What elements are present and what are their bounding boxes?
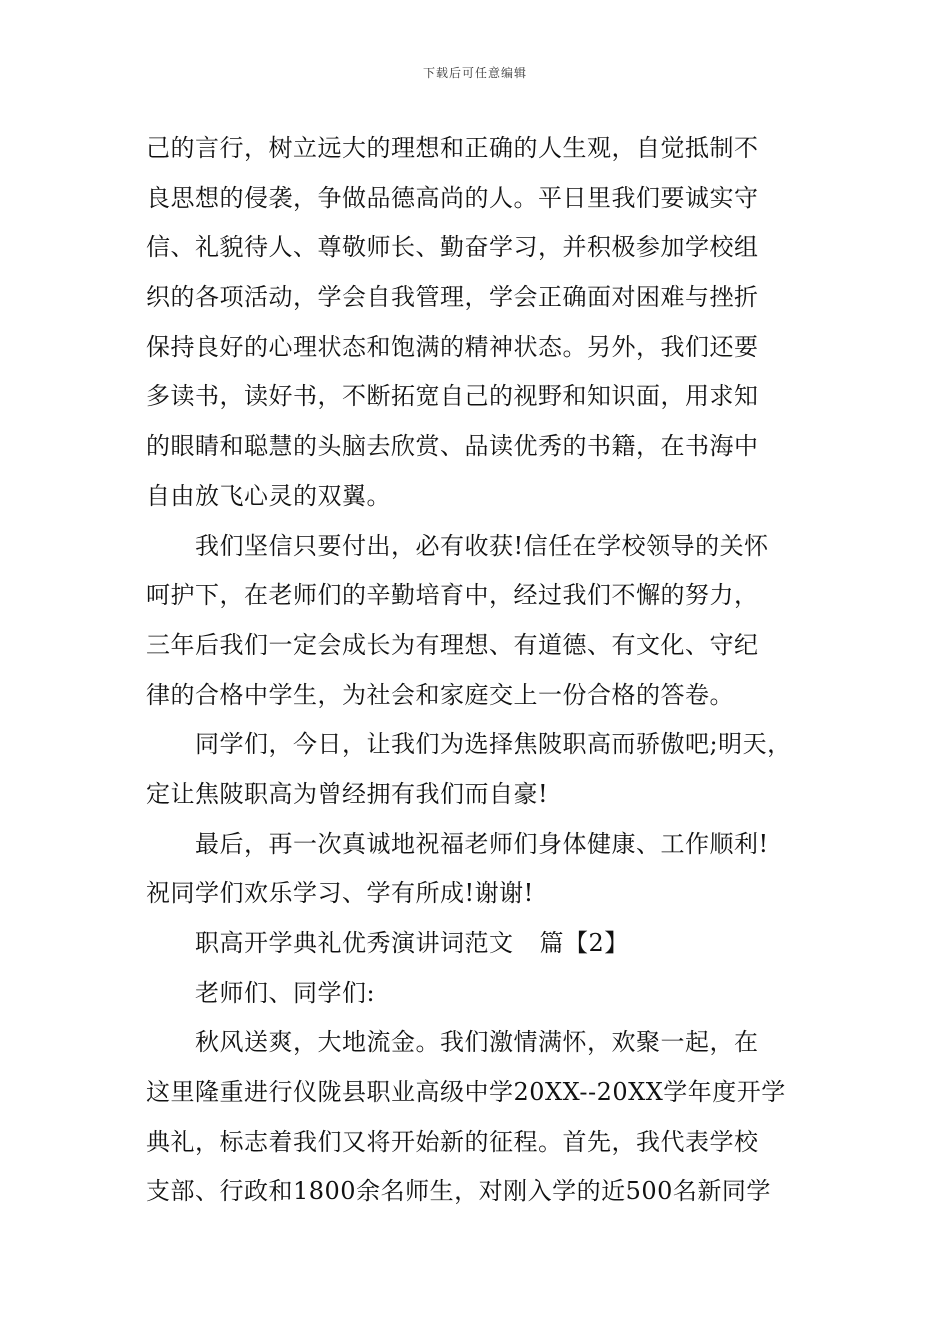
text-line: 己的言行，树立远大的理想和正确的人生观，自觉抵制不 (146, 134, 759, 162)
text-line: 定让焦陂职高为曾经拥有我们而自豪! (146, 779, 549, 808)
text-line: 三年后我们一定会成长为有理想、有道德、有文化、守纪 (146, 630, 759, 659)
text-line: 良思想的侵袭，争做品德高尚的人。平日里我们要诚实守 (146, 183, 759, 212)
text-line: 律的合格中学生，为社会和家庭交上一份合格的答卷。 (146, 680, 734, 709)
text-line: 这里隆重进行仪陇县职业高级中学20XX--20XX学年度开学 (146, 1078, 786, 1107)
text-line: 秋风送爽，大地流金。我们激情满怀，欢聚一起，在 (195, 1028, 759, 1057)
text-line: 自由放飞心灵的双翼。 (146, 481, 391, 510)
text-line: 典礼，标志着我们又将开始新的征程。首先，我代表学校 (146, 1127, 759, 1156)
section-number: 篇【2】 (539, 929, 629, 957)
text-line: 支部、行政和1800余名师生，对刚入学的近500名新同学 (146, 1177, 771, 1206)
salutation: 老师们、同学们: (195, 978, 376, 1007)
text-line: 多读书，读好书，不断拓宽自己的视野和知识面，用求知 (146, 382, 759, 411)
text-line: 织的各项活动，学会自我管理，学会正确面对困难与挫折 (146, 283, 759, 312)
text-line: 最后，再一次真诚地祝福老师们身体健康、工作顺利! (195, 829, 769, 858)
section-title: 职高开学典礼优秀演讲词范文 (195, 929, 514, 957)
text-line: 保持良好的心理状态和饱满的精神状态。另外，我们还要 (146, 332, 759, 361)
document-body (146, 124, 826, 1217)
section-title-line (146, 919, 826, 969)
text-line: 信、礼貌待人、尊敬师长、勤奋学习，并积极参加学校组 (146, 233, 759, 262)
header-note: 下载后可任意编辑 (422, 66, 527, 80)
text-line: 的眼睛和聪慧的头脑去欣赏、品读优秀的书籍，在书海中 (146, 432, 759, 461)
text-line: 同学们，今日，让我们为选择焦陂职高而骄傲吧;明天， (195, 730, 792, 759)
text-line: 呵护下，在老师们的辛勤培育中，经过我们不懈的努力， (146, 581, 759, 610)
text-line: 祝同学们欢乐学习、学有所成!谢谢! (146, 879, 534, 908)
text-line: 我们坚信只要付出，必有收获!信任在学校领导的关怀 (195, 531, 769, 560)
